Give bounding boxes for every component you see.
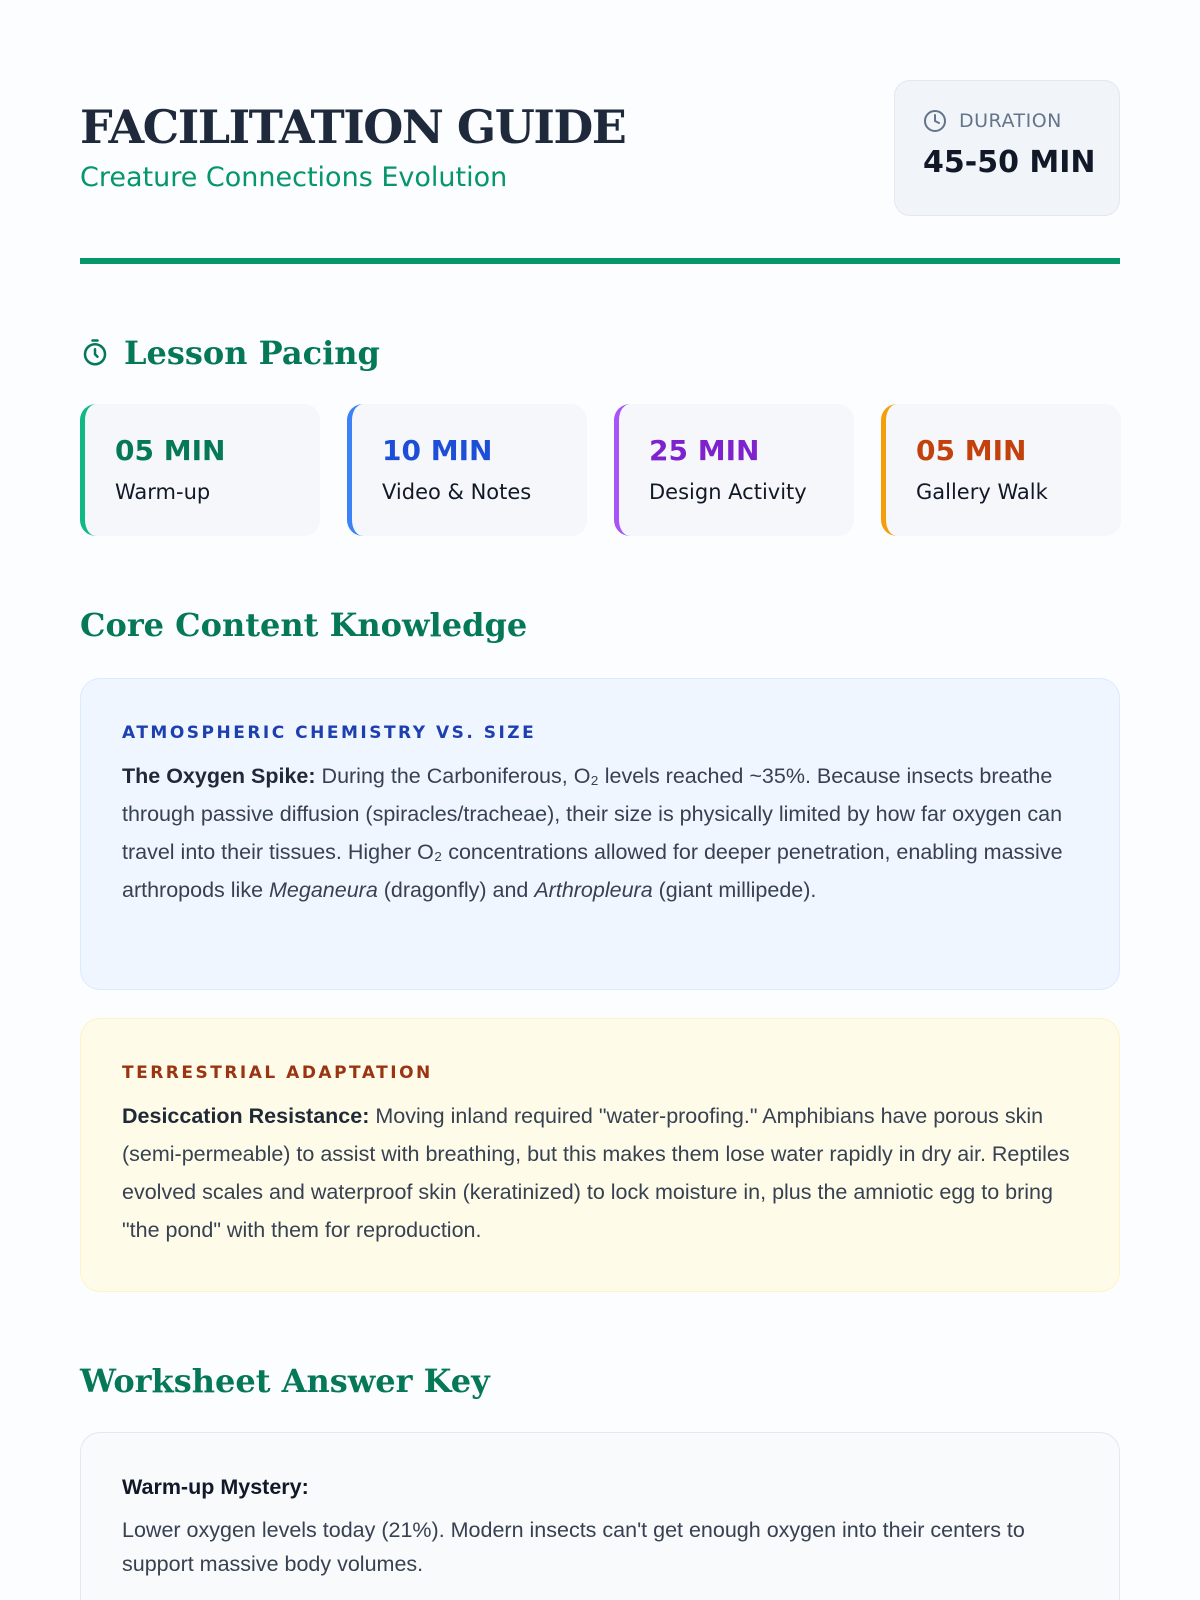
- panel-label: TERRESTRIAL ADAPTATION: [122, 1063, 433, 1083]
- pace-card-design-activity: [614, 404, 854, 536]
- panel-text: [122, 1097, 1087, 1249]
- pace-card-gallery-walk: [881, 404, 1121, 536]
- clock-icon: [923, 109, 947, 133]
- pace-label: Design Activity: [649, 480, 807, 504]
- lesson-pacing-title: Lesson Pacing: [124, 334, 380, 372]
- pace-card-warm-up: [80, 404, 320, 536]
- stopwatch-icon: [80, 338, 110, 368]
- core-content-title: Core Content Knowledge: [80, 606, 528, 644]
- panel-lead: The Oxygen Spike:: [122, 764, 316, 788]
- pace-minutes: 10 MIN: [382, 434, 493, 467]
- facilitation-guide-page: [80, 0, 1120, 1600]
- duration-card: [894, 80, 1120, 216]
- pace-label: Video & Notes: [382, 480, 532, 504]
- duration-label-row: [923, 109, 1062, 133]
- atmospheric-chemistry-panel: [80, 678, 1120, 990]
- duration-value: 45-50 MIN: [923, 145, 1096, 180]
- terrestrial-adaptation-panel: [80, 1018, 1120, 1292]
- pace-card-video-notes: [347, 404, 587, 536]
- panel-lead: Desiccation Resistance:: [122, 1104, 370, 1128]
- duration-label: DURATION: [959, 110, 1062, 132]
- answer-key-heading: [80, 1362, 490, 1400]
- lesson-pacing-heading: [80, 334, 380, 372]
- panel-body: (dragonfly) and: [377, 878, 535, 902]
- page-subtitle: Creature Connections Evolution: [80, 162, 508, 193]
- panel-body: During the Carboniferous, O₂ levels reached ~35%. Because insects breathe through passive diffusion (spiracles/tracheae), their size is physically limited by how far oxygen can travel into their tissues. Higher O₂ concentrations allowed for deeper penetration, enabling massive arthropods like: [122, 764, 1063, 902]
- core-content-heading: [80, 606, 527, 644]
- panel-body: (giant millipede).: [652, 878, 817, 902]
- header-divider: [80, 258, 1120, 264]
- pace-minutes: 05 MIN: [916, 434, 1027, 467]
- pacing-row: [80, 404, 1120, 536]
- panel-text: [122, 757, 1087, 909]
- answer-text: Lower oxygen levels today (21%). Modern insects can't get enough oxygen into their centers to support massive body volumes.: [122, 1518, 1025, 1576]
- answer-key-title: Worksheet Answer Key: [80, 1362, 490, 1400]
- answer-question: Warm-up Mystery:: [122, 1475, 309, 1499]
- header: [80, 80, 1120, 220]
- species-name: Meganeura: [269, 878, 378, 902]
- pace-minutes: 05 MIN: [115, 434, 226, 467]
- panel-body: Moving inland required "water-proofing." Amphibians have porous skin (semi-permeable) to assist with breathing, but this makes them lose water rapidly in dry air. Reptiles evolved scales and waterproof skin (keratinized) to lock moisture in, plus the amniotic egg to bring "the pond" with them for reproduction.: [122, 1104, 1070, 1242]
- pace-label: Gallery Walk: [916, 480, 1048, 504]
- pace-label: Warm-up: [115, 480, 211, 504]
- panel-label: ATMOSPHERIC CHEMISTRY VS. SIZE: [122, 723, 537, 743]
- species-name: Arthropleura: [534, 878, 653, 902]
- page-title: FACILITATION GUIDE: [80, 100, 626, 154]
- answer-card: [80, 1432, 1120, 1600]
- pace-minutes: 25 MIN: [649, 434, 760, 467]
